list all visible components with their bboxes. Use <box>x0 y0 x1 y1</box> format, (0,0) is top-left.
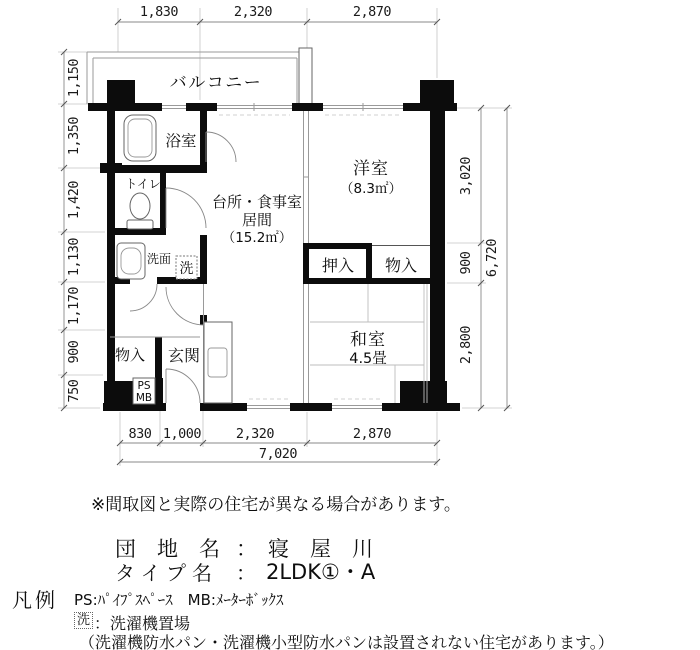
laundry-label: 洗 <box>179 261 194 277</box>
ldk-label-3: （15.2㎡） <box>221 230 293 246</box>
dim-bottom-total: 7,020 <box>258 446 298 462</box>
dim-left-6: 900 <box>66 340 82 364</box>
mb-label: MB <box>135 392 153 404</box>
dimension-chain-left <box>61 49 82 411</box>
dim-bottom-1: 830 <box>128 426 152 442</box>
western-room-label-2: （8.3㎡） <box>340 181 402 197</box>
washstand-label: 洗面 <box>146 252 172 266</box>
dimension-chain-right <box>458 105 510 411</box>
toilet-label: トイレ <box>125 177 161 191</box>
disclaimer-note: ※間取図と実際の住宅が異なる場合があります。 <box>91 495 461 515</box>
type-name-label: タイプ名 <box>115 561 218 585</box>
legend-laundry-symbol: 洗 <box>74 612 93 629</box>
dim-bottom-2: 1,000 <box>162 426 202 442</box>
legend-psmb-text: PS:ﾊﾟｲﾌﾟｽﾍﾟｰｽ MB:ﾒｰﾀｰﾎﾞｯｸｽ <box>74 591 284 609</box>
estate-name-colon: ： <box>236 537 257 561</box>
dimension-chain-bottom <box>117 426 440 465</box>
japanese-room-label-2: 4.5畳 <box>349 351 387 367</box>
dim-left-4: 1,130 <box>66 237 82 277</box>
japanese-room-label-1: 和室 <box>350 330 386 350</box>
western-room-label-1: 洋室 <box>353 159 389 179</box>
dim-right-3: 2,800 <box>458 325 474 365</box>
storage-upper-label: 物入 <box>384 256 418 275</box>
type-name-colon: ： <box>236 561 256 585</box>
ps-label: PS <box>137 380 151 392</box>
entrance-label: 玄関 <box>167 346 201 365</box>
estate-name-value: 寝 屋 川 <box>268 537 373 561</box>
dim-top-1: 1,830 <box>139 4 179 20</box>
estate-name-label: 団 地 名 <box>115 537 220 561</box>
dim-right-1: 3,020 <box>458 156 474 196</box>
toilet-icon <box>130 193 150 219</box>
oshiire-label: 押入 <box>321 256 355 275</box>
dim-bottom-4: 2,870 <box>352 426 392 442</box>
dim-left-2: 1,350 <box>66 116 82 156</box>
ldk-label-1: 台所・食事室 <box>211 193 303 211</box>
dim-left-1: 1,150 <box>66 58 82 98</box>
dim-left-5: 1,170 <box>66 286 82 326</box>
dim-top-3: 2,870 <box>352 4 392 20</box>
legend-title: 凡例 <box>12 588 58 612</box>
dim-right-total: 6,720 <box>484 238 500 278</box>
legend-laundry-text: ：洗濯機置場 <box>94 614 191 633</box>
dim-right-2: 900 <box>458 251 474 275</box>
bath-label: 浴室 <box>165 132 197 150</box>
dim-left-3: 1,420 <box>66 180 82 220</box>
balcony-post <box>299 48 312 104</box>
legend-laundry-note: （洗濯機防水パン・洗濯機小型防水パンは設置されない住宅があります。） <box>79 633 614 650</box>
dim-bottom-3: 2,320 <box>235 426 275 442</box>
ldk-label-2: 居間 <box>241 211 273 229</box>
dim-top-2: 2,320 <box>233 4 273 20</box>
dimension-chain-top <box>115 4 440 25</box>
storage-lower-label: 物入 <box>114 346 146 364</box>
dim-left-7: 750 <box>66 379 82 403</box>
balcony-label: バルコニー <box>169 73 263 93</box>
type-name-value: 2LDK①・A <box>266 560 376 584</box>
